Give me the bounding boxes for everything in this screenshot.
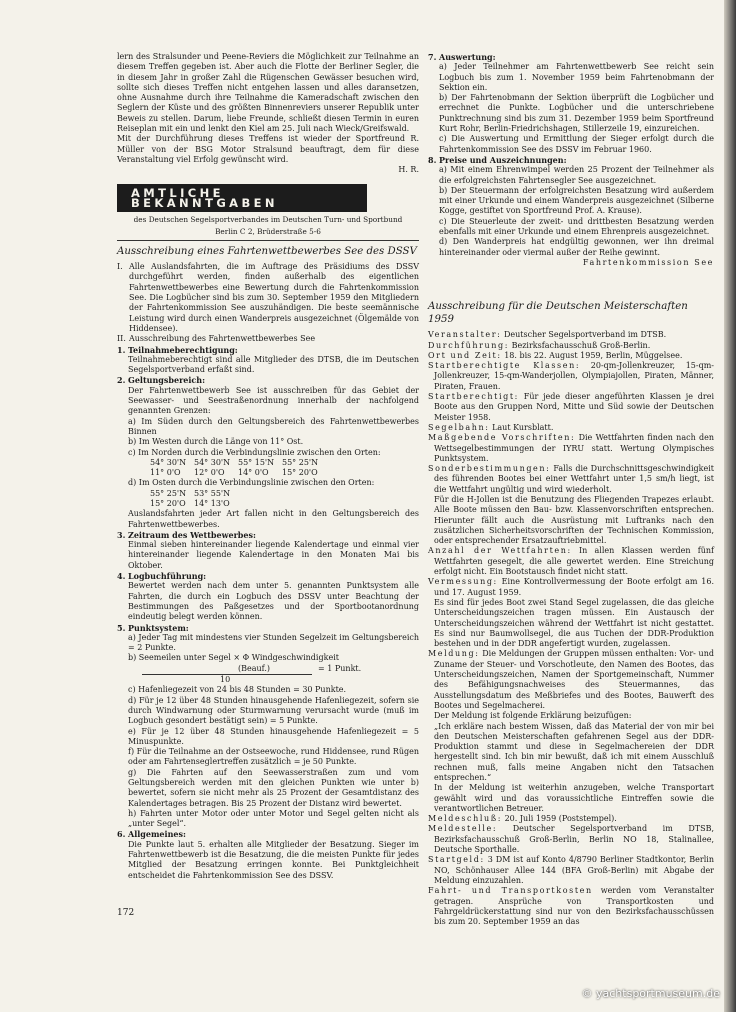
entry-text: 18. bis 22. August 1959, Berlin, Müggelsee. xyxy=(504,350,683,360)
point-3: 3. Zeitraum des Wettbewerbes: Einmal sieben hintereinander liegende Kalendertage und einmal vier hintereinander liegende Kalendertage in den Monaten Mai bis Oktober. xyxy=(117,529,419,570)
entry-label: Durchführung: xyxy=(428,340,510,350)
entry-text: 20-qm-Jollenkreuzer, 15-qm-Jollenkreuzer, 15-qm-Wanderjollen, Olympiajollen, Piraten, Männer, Piraten, Frauen. xyxy=(434,361,715,391)
announcement-entry xyxy=(428,433,714,464)
entry-label: Ort und Zeit: xyxy=(428,350,502,360)
coords-north: 54° 30'N 54° 30'N 55° 15'N 55° 25'N 11° 0'O 12° 0'O 14° 0'O 15° 20'O xyxy=(150,457,319,478)
point-1: 1. Teilnahmeberechtigung: Teilnahmeberechtigt sind alle Mitglieder des DTSB, die im Deutschen Segelsportverband erfaßt sind. xyxy=(117,344,419,375)
entry-label: Vermessung: xyxy=(428,577,498,587)
announcement-entry xyxy=(428,361,714,392)
announcement-entry xyxy=(428,546,714,577)
page-edge-shadow xyxy=(724,0,736,1012)
intro-paragraph-1: lern des Stralsunder und Peene-Reviers die Möglichkeit zur Teilnahme an diesem Treffen gegeben ist. Aber auch die Flotte der Berliner Segler, die in diesem Jahr in großer Zahl die Rügenschen Gewässer besuchen wird, sollte sich dieses Treffen nicht entgehen lassen und alles daransetzen, ohne Ausnahme durch ihre Teilnahme die Kameradschaft zwischen den Seglern der Küste und des größten Binnenreviers unserer Republik unter Beweis zu stellen. Darum, liebe Freunde, schließt diesen Termin in euren Reiseplan mit ein und lenkt den Kiel am 25. Juli nach Wieck/Greifswald. xyxy=(117,52,419,134)
coords-east: 55° 25'N 53° 55'N 15° 20'O 14° 13'O xyxy=(150,488,231,508)
signature: H. R. xyxy=(398,165,419,175)
announcement-entry xyxy=(428,423,714,433)
entry-text: 20. Juli 1959 (Poststempel). xyxy=(504,814,617,824)
section-title-fahrtenwettbewerb: Ausschreibung eines Fahrtenwettbewerbes See des DSSV xyxy=(117,246,417,258)
vermessung-extra: Es sind für jedes Boot zwei Stand Segel zugelassen, die das gleiche Unterscheidungszeichen tragen müssen. Ein Austausch der Unterscheidungszeichen während der Wettfahrt ist nicht gestattet. Es sind nur Baumwollsegel, die aus Tuchen der DDR-Produktion bestehen und in der DDR angefertigt wurden, zugelassen. xyxy=(434,597,714,649)
entry-label: Startberechtigt: xyxy=(428,392,519,402)
entry-text: Die Wettfahrten finden nach den Wettsegelbestimmungen der IYRU statt. Wertung Olympisches Punktsystem. xyxy=(434,433,715,463)
section-title-meisterschaften: Ausschreibung für die Deutschen Meisterschaften 1959 xyxy=(428,301,688,326)
entry-label: Segelbahn: xyxy=(428,422,490,432)
entry-label: Startgeld: xyxy=(428,855,485,865)
left-column xyxy=(117,52,419,881)
entries-block-1 xyxy=(428,330,714,495)
entry-text: Eine Kontrollvermessung der Boote erfolgt am 16. und 17. August 1959. xyxy=(434,577,714,597)
entry-label: Anzahl der Wettfahrten: xyxy=(428,546,572,556)
point-6: 6. Allgemeines: Die Punkte laut 5. erhalten alle Mitglieder der Besatzung. Sieger im Fahrtenwettbewerb ist die Besatzung, die die meisten Punkte für jedes Mitglied der Besatzung erringen konnte. Bei Punktgleichheit entscheidet die Fahrtenkommission See des DSSV. xyxy=(117,829,419,880)
entry-text: Die Meldungen der Gruppen müssen enthalten: Vor- und Zuname der Steuer- und Vorschotleute, den Namen des Bootes, das Unterscheidungszeichen, Namen der Sportgemeinschaft, Nummer des Befähigungsnachweises des Steuermannes, das Ausstellungsdatum des Meßbriefes und des Bootes, Bauwerft des Bootes und Segelmacherei. xyxy=(434,649,714,710)
entry-label: Startberechtigte Klassen: xyxy=(428,361,581,371)
section-ii: II. Ausschreibung des Fahrtenwettbewerbes See xyxy=(117,334,316,344)
meldung-extra-2: „Ich erkläre nach bestem Wissen, daß das Material der von mir bei den Deutschen Meisterschaften gefahrenen Segel aus der DDR-Produktion stammt und diese in Segelmachereien der DDR hergestellt sind. Ich bin mir bewußt, daß ich mit einem Ausschluß rechnen muß, falls meine Angaben nicht den Tatsachen entsprechen.“ xyxy=(434,721,714,782)
watermark: © yachtsportmuseum.de xyxy=(581,987,720,1000)
entry-text: In allen Klassen werden fünf Wettfahrten gesegelt, die alle gewertet werden. Eine Streichung erfolgt nicht. Ein Bootstausch findet nicht statt. xyxy=(434,546,714,577)
announcement-entry xyxy=(428,464,714,495)
entry-text: Falls die Durchschnittsgeschwindigkeit des führenden Bootes bei einer Wettfahrt unter 1,5 sm/h liegt, ist die Wettfahrt ungültig und wird wiederholt. xyxy=(434,464,714,494)
banner-address: Berlin C 2, Brüderstraße 5-6 xyxy=(215,227,321,237)
announcement-entry xyxy=(428,855,714,886)
entry-text: 3 DM ist auf Konto 4/8790 Berliner Stadtkontor, Berlin NO, Schönhauser Allee 144 (BFA Groß-Berlin) mit Abgabe der Meldung einzuzahlen. xyxy=(434,855,714,885)
entry-text: Bezirksfachausschuß Groß-Berlin. xyxy=(511,340,651,350)
meldung-extra-1: Der Meldung ist folgende Erklärung beizufügen: xyxy=(434,711,632,721)
banner-subtitle: des Deutschen Segelsportverbandes im Deutschen Turn- und Sportbund xyxy=(133,215,403,225)
entries-block-2 xyxy=(428,546,714,597)
formula: (Beauf.) = 1 Punkt. xyxy=(238,663,362,673)
announcement-entry xyxy=(428,341,714,351)
entry-label: Maßgebende Vorschriften: xyxy=(428,433,576,443)
entry-text: Deutscher Segelsportverband im DTSB. xyxy=(504,330,667,340)
point-2: 2. Geltungsbereich: Der Fahrtenwettbewerb See ist ausschreiben für das Gebiet der Seewasser- und Seestraßenordnung innerhalb der nachfolgend genannten Grenzen: a) Im Süden durch den Geltungsbereich des Fahrtenwettbewerbes Binnen b) Im Westen durch die Länge von 11° Ost. c) Im Norden durch die Verbindungslinie zwischen den Orten: 54° 30'N 54° 30'N 55° 15'N 55° 25'N 11° 0'O 12° 0'O 14° 0'O 15° 20'O d) Im Osten durch die Verbindungslinie zwischen den Orten: 55° 25'N 53° 55'N 15° 20'O 14° 13'O Auslandsfahrten jeder Art fallen nicht in den Geltungsbereich des Fahrtenwettbewerbes. xyxy=(117,375,419,529)
entry-label: Fahrt- und Transportkosten xyxy=(428,886,593,896)
entry-label: Sonderbestimmungen: xyxy=(428,464,551,474)
entry-label: Meldeschluß: xyxy=(428,814,503,824)
entry-text: Deutscher Segelsportverband im DTSB, Bezirksfachausschuß Groß-Berlin, Berlin NO 18, Stalinallee, Deutsche Sporthalle. xyxy=(434,824,714,855)
entry-text: Für jede dieser angeführten Klassen je drei Boote aus den Gruppen Nord, Mitte und Süd sowie der Deutschen Meister 1958. xyxy=(434,392,714,422)
meldung-extra-3: In der Meldung ist weiterhin anzugeben, welche Transportart gewählt wird und das voraussichtliche Eintreffen sowie die verantwortlichen Betreuer. xyxy=(434,783,714,813)
entry-text: Laut Kursblatt. xyxy=(492,422,554,432)
entry-label: Meldestelle: xyxy=(428,824,498,834)
point-7: 7. Auswertung: a) Jeder Teilnehmer am Fahrtenwettbewerb See reicht sein Logbuch bis zum 1. November 1959 beim Fahrtenobmann der Sektion ein. b) Der Fahrtenobmann der Sektion überprüft die Logbücher und errechnet die Punkte. Logbücher und die unterschriebene Punktrechnung sind bis zum 31. Dezember 1959 beim Sportfreund Kurt Rohr, Berlin-Friedrichshagen, Stillerzeile 19, einzureichen. c) Die Auswertung und Ermittlung der Sieger erfolgt durch die Fahrtenkommission See des DSSV im Februar 1960. xyxy=(428,52,714,154)
entries-block-3 xyxy=(428,649,714,711)
right-column xyxy=(428,52,714,927)
entries-block-4 xyxy=(428,814,714,927)
announcement-entry xyxy=(428,886,714,927)
page-number: 172 xyxy=(117,908,135,918)
sonder-extra: Für die H-Jollen ist die Benutzung des Fliegenden Trapezes erlaubt. Alle Boote müssen den Bau- bzw. Klassenvorschriften entsprechen. Hierunter fällt auch die Ausrüstung mit Luftranks nach den zusätzlichen Sicherheitsvorschriften der Technischen Kommission, oder entsprechender Ersatzauftriebmittel. xyxy=(434,494,714,546)
point-4: 4. Logbuchführung: Bewertet werden nach dem unter 5. genannten Punktsystem alle Fahrten, die durch ein Logbuch des DSSV unter Beachtung der Bestimmungen des Paßgesetzes und der Sportbootanordnung eindeutig belegt werden können. xyxy=(117,571,419,622)
commission-signature: Fahrtenkommission See xyxy=(582,257,714,267)
entry-label: Meldung: xyxy=(428,649,480,659)
entry-label: Veranstalter: xyxy=(428,330,502,340)
point-5: 5. Punktsystem: a) Jeder Tag mit mindestens vier Stunden Segelzeit im Geltungsbereich = 2 Punkte. b) Seemeilen unter Segel × Φ Windgeschwindigkeit (Beauf.) = 1 Punkt. 10 c) Hafenliegezeit von 24 bis 48 Stunden = 30 Punkte. d) Für je 12 über 48 Stunden hinausgehende Hafenliegezeit, sofern sie durch Windwarnung oder Sturmwarnung verursacht wurde (muß im Logbuch gesondert bestätigt sein) = 5 Punkte. e) Für je 12 über 48 Stunden hinausgehende Hafenliegezeit = 5 Minuspunkte. f) Für die Teilnahme an der Ostseewoche, rund Hiddensee, rund Rügen oder am Fahrtenseglertreffen zusätzlich = je 50 Punkte. g) Die Fahrten auf den Seewasserstraßen zum und vom Geltungsbereich werden mit den gleichen Punkten wie unter b) bewertet, sofern sie nicht mehr als 25 Prozent der Gesamtdistanz des Kalendertages betragen. Bis 25 Prozent der Distanz wird bewertet. h) Fahrten unter Motor oder unter Motor und Segel gelten nicht als „unter Segel“. xyxy=(117,622,420,829)
announcement-entry xyxy=(428,814,714,824)
announcement-entry xyxy=(428,330,714,340)
announcement-entry xyxy=(428,577,714,598)
entry-text: werden vom Veranstalter getragen. Ansprüche von Transportkosten und Fahrgeldrückerstattung sind nur von den Bezirksfachausschüssen bis zum 20. September 1959 an das xyxy=(434,886,714,927)
intro-paragraph-2: Mit der Durchführung dieses Treffens ist wieder der Sportfreund R. Müller von der BSG Motor Stralsund beauftragt, dem für diese Veranstaltung viel Erfolg gewünscht wird. xyxy=(117,134,419,164)
announcement-entry xyxy=(428,824,714,855)
announcement-entry xyxy=(428,392,714,423)
announcement-entry xyxy=(428,649,714,711)
divider xyxy=(117,240,419,241)
section-i: I. Alle Auslandsfahrten, die im Auftrage des Präsidiums des DSSV durchgeführt werden, finden außerhalb des eigentlichen Fahrtenwettbewerbes eine Bewertung durch die Fahrtenkommission See. Die Logbücher sind bis zum 30. September 1959 den Mitgliedern der Fahrtenkommission See auszuhändigen. Die beste seemännische Leistung wird durch einen Wanderpreis ausgezeichnet (Ölgemälde von Hiddensee). xyxy=(117,262,419,333)
announcement-entry xyxy=(428,351,714,361)
official-notices-banner: AMTLICHE BEKANNTGABEN xyxy=(117,184,367,213)
point-8: 8. Preise und Auszeichnungen: a) Mit einem Ehrenwimpel werden 25 Prozent der Teilnehmer als die erfolgreichsten Fahrtensegler See ausgezeichnet. b) Der Steuermann der erfolgreichsten Besatzung wird außerdem mit einer Urkunde und einem Wanderpreis ausgezeichnet (Silberne Kogge, gestiftet von Sportfreund Prof. A. Krause). c) Die Steuerleute der zweit- und drittbesten Besatzung werden ebenfalls mit einer Urkunde und einem Ehrenpreis ausgezeichnet. d) Den Wanderpreis hat endgültig gewonnen, wer ihn dreimal hintereinander oder viermal außer der Reihe gewinnt. Fahrtenkommission See xyxy=(428,154,714,267)
